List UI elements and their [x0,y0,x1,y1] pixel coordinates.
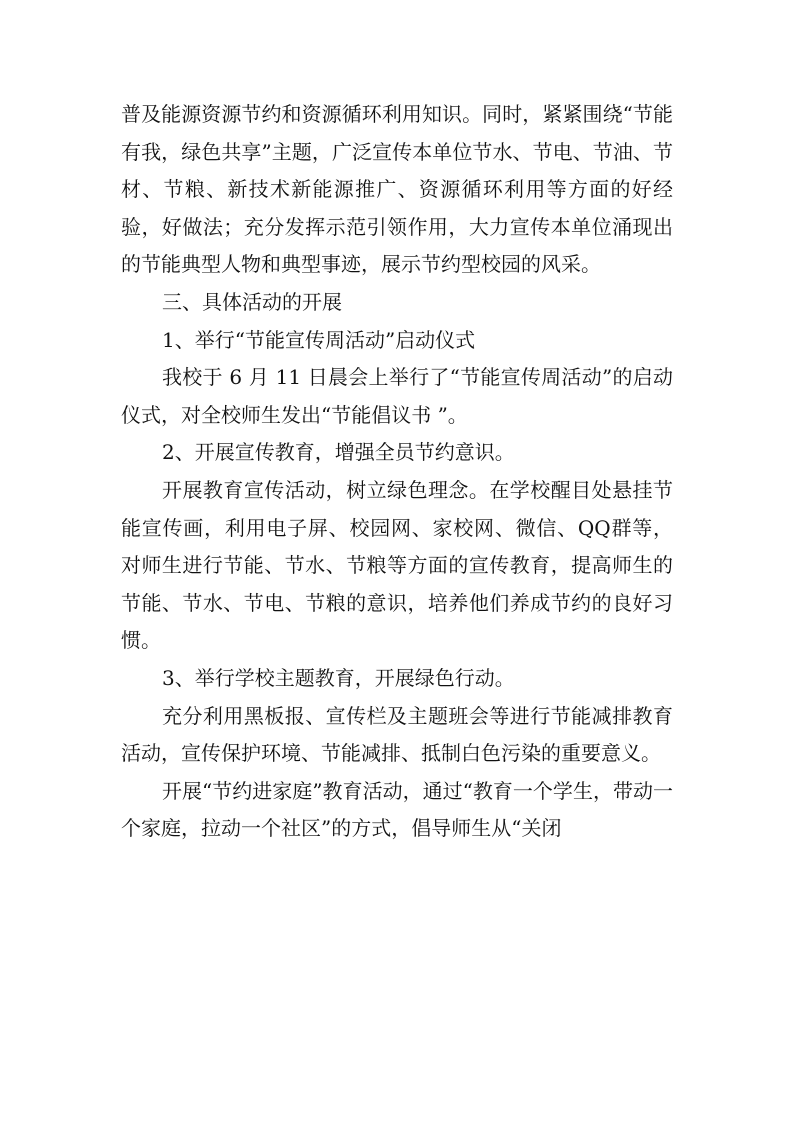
document-body [121,96,673,848]
section-heading-activities: 三、具体活动的开展 [162,289,342,314]
item-heading-theme-education: 3、举行学校主题教育，开展绿色行动。 [162,665,515,690]
item-heading-publicity-education: 2、开展宣传教育，增强全员节约意识。 [162,440,515,465]
paragraph-family-saving: 开展“节约进家庭”教育活动，通过“教育一个学生，带动一个家庭，拉动一个社区”的方式，倡导师生从“关闭 [121,778,673,841]
paragraph-blackboard-activities: 充分利用黑板报、宣传栏及主题班会等进行节能减排教育活动，宣传保护环境、节能减排、抵制白色污染的重要意义。 [121,703,673,766]
paragraph-publicity-education: 开展教育宣传活动，树立绿色理念。在学校醒目处悬挂节能宣传画，利用电子屏、校园网、家校网、微信、QQ群等，对师生进行节能、节水、节粮等方面的宣传教育，提高师生的节能、节水、节电、节粮的意识，培养他们养成节约的良好习惯。 [121,477,673,653]
item-heading-launch-ceremony: 1、举行“节能宣传周活动”启动仪式 [162,327,476,352]
paragraph-energy-knowledge: 普及能源资源节约和资源循环利用知识。同时，紧紧围绕“节能有我，绿色共享”主题，广泛宣传本单位节水、节电、节油、节材、节粮、新技术新能源推广、资源循环利用等方面的好经验，好做法；充分发挥示范引领作用，大力宣传本单位涌现出的节能典型人物和典型事迹，展示节约型校园的风采。 [121,102,673,277]
paragraph-launch-ceremony: 我校于 6 月 11 日晨会上举行了“节能宣传周活动”的启动仪式，对全校师生发出“节能倡议书 ”。 [121,365,673,427]
